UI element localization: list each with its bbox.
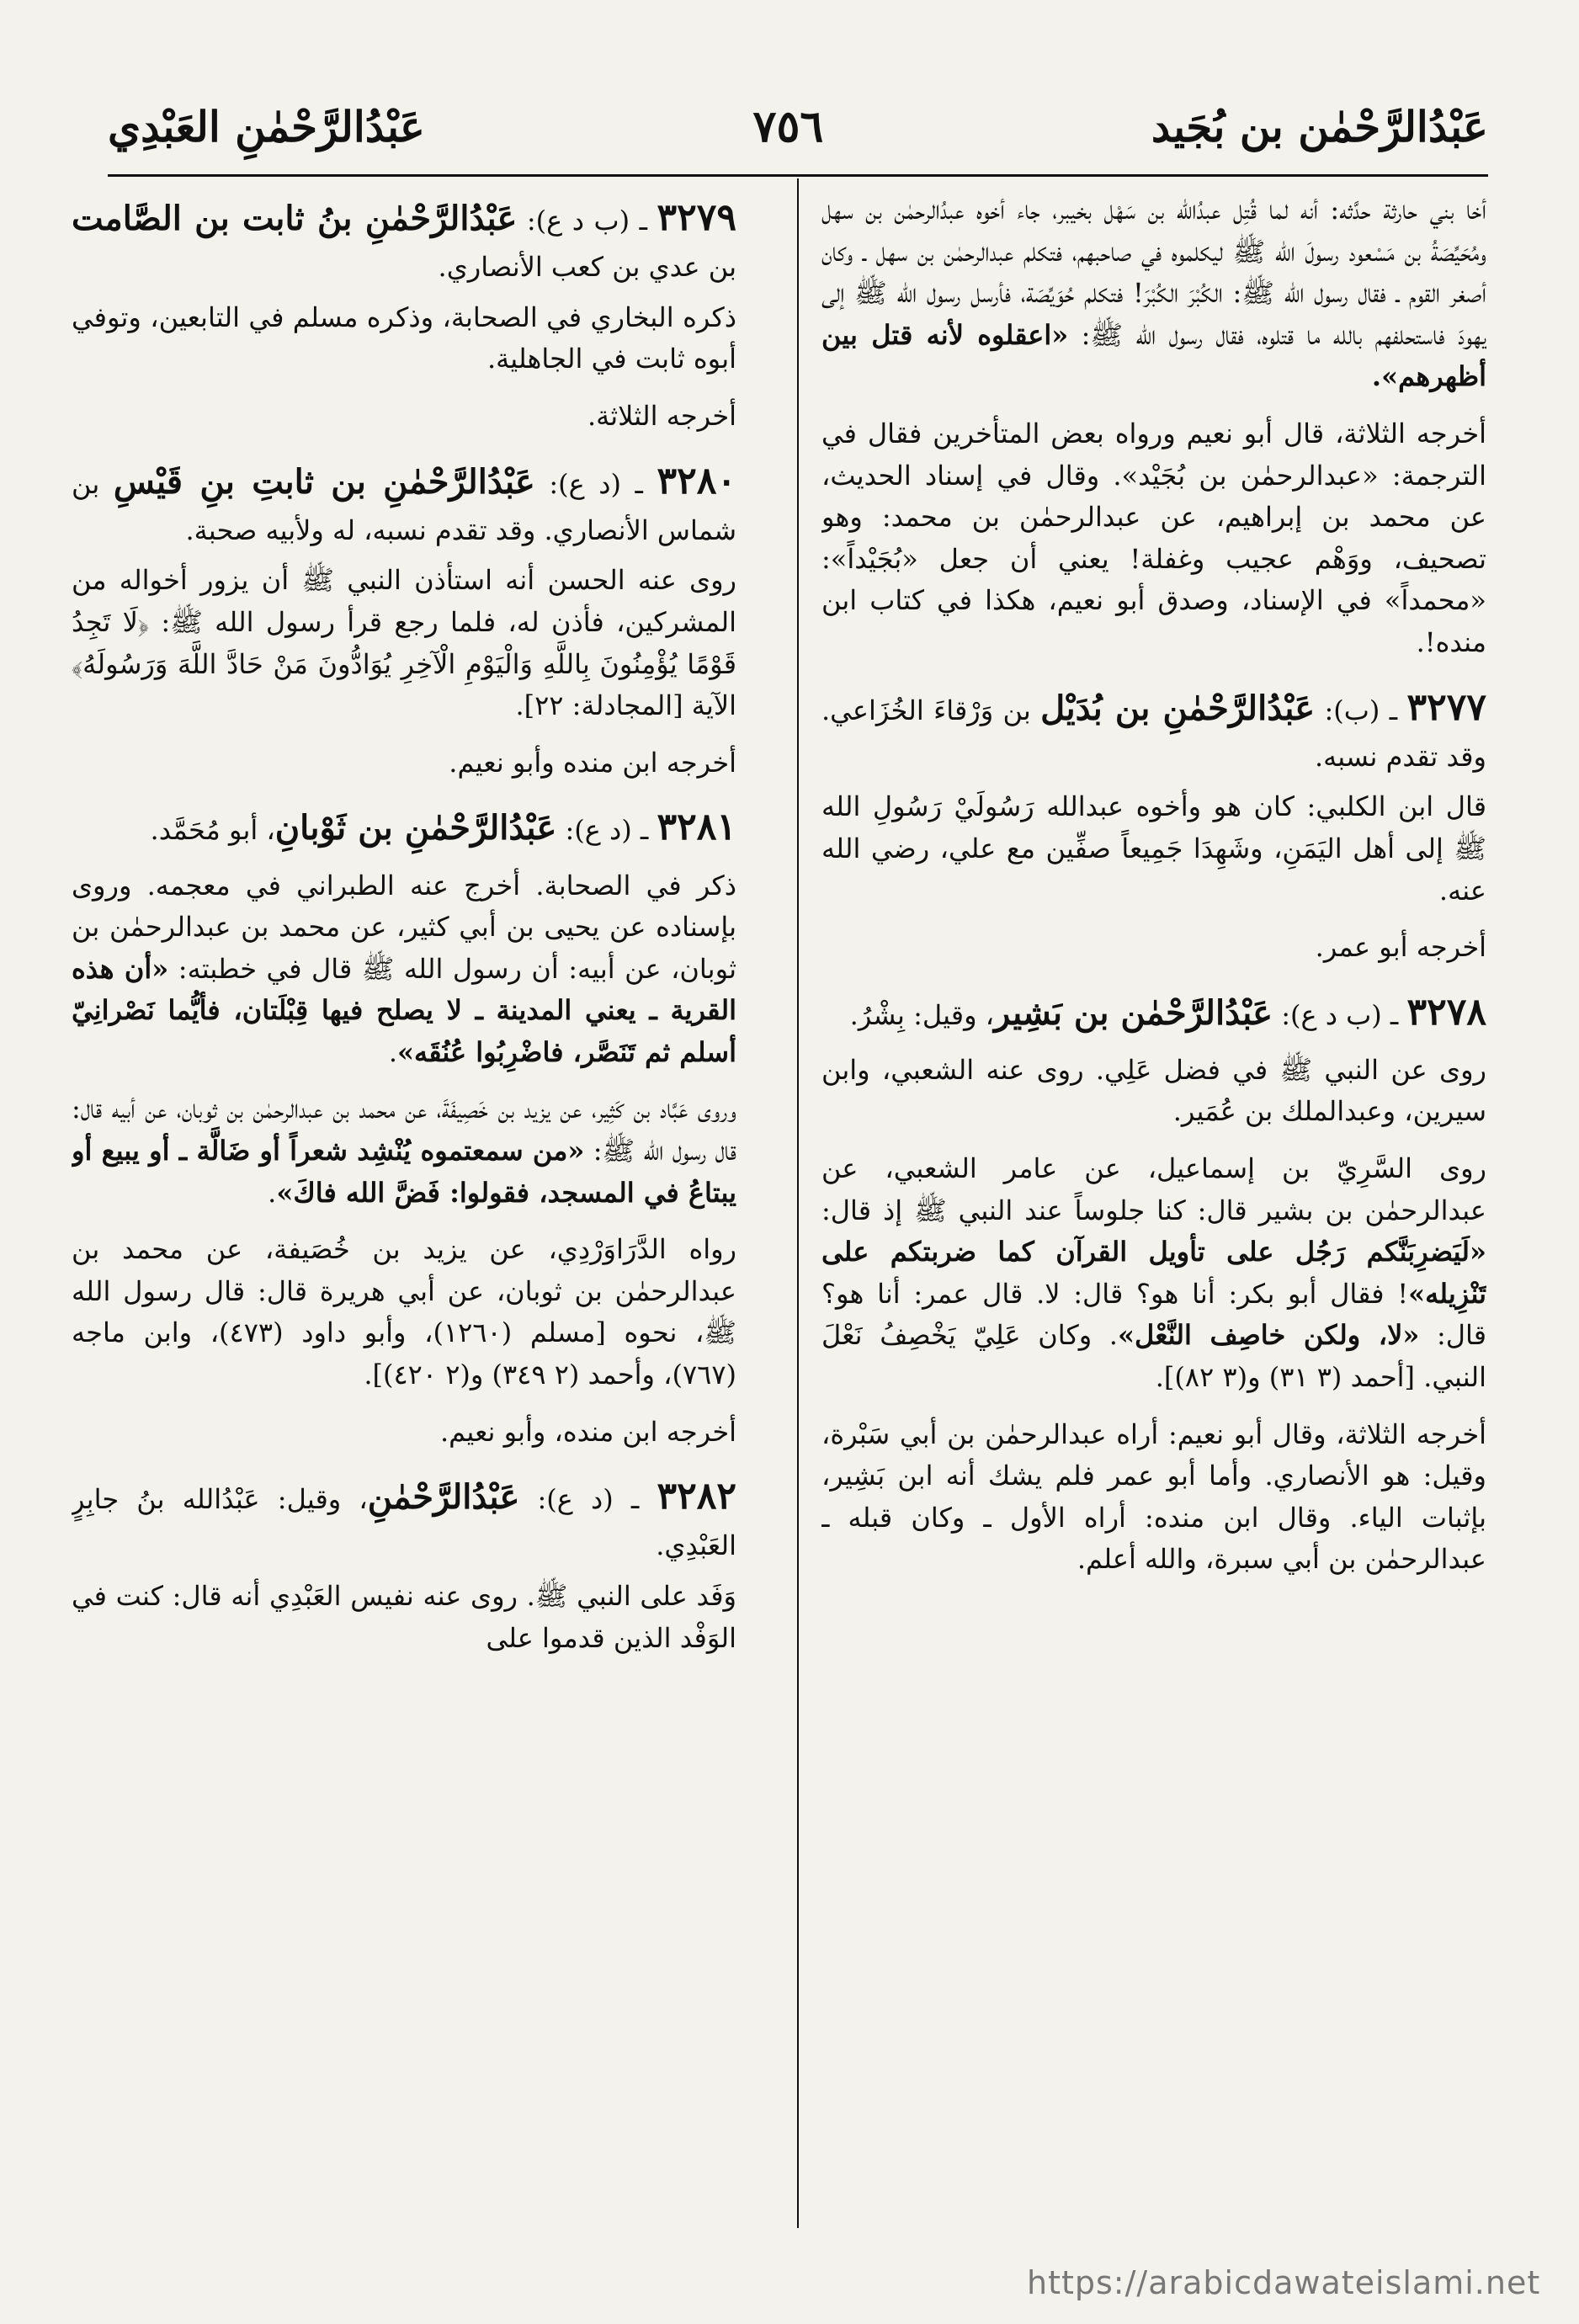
entry-name: عَبْدُالرَّحْمٰنِ بن ثَوْبانِ [274, 808, 557, 848]
entry-source-codes: ـ (ب د ع): [1273, 998, 1407, 1031]
entry-source-codes: ـ (ب): [1315, 694, 1407, 726]
paragraph: قال ابن الكلبي: كان هو وأخوه عبدالله رَسُولَيْ رَسُولِ الله ﷺ إلى أهل اليَمَنِ، وشَهِدَا جَمِيعاً صفِّين مع علي، رضي الله عنه. [821, 790, 1486, 907]
page-header [108, 80, 1488, 173]
paragraph: وَفَد على النبي ﷺ. روى عنه نفيس العَبْدِي أنه قال: كنت في الوَفْد الذين قدموا على [72, 1580, 736, 1654]
entry-name: عَبْدُالرَّحْمٰنِ بن بُدَيْل [1040, 688, 1316, 728]
paragraph-text: الآية [المجادلة: ٢٢]. [515, 689, 736, 722]
paragraph-text: . وكان عَلِيّ يَخْصِفُ نَعْلَ النبي. [أحمد (٣ ٣١) و(٣ ٨٢)]. [821, 1319, 1486, 1394]
entry-lineage: ، أبو مُحَمَّد. [150, 814, 275, 847]
paragraph: أخرجه الثلاثة، قال أبو نعيم ورواه بعض المتأخرين فقال في الترجمة: «عبدالرحمٰن بن بُجَيْد». وقال في إسناد الحديث، عن محمد بن إبراهيم، عن عبدالرحمٰن بن محمد: وهو تصحيف، ووَهْم عجيب وغفلة! يعني أن جعل «بُجَيْداً»: «محمداً» في الإسناد، وصدق أبو نعيم، هكذا في كتاب ابن منده!. [821, 417, 1486, 658]
paragraph-text: . [388, 1035, 398, 1068]
paragraph-text: ذكر في الصحابة. أخرج عنه الطبراني في معجمه. وروى بإسناده عن يحيى بن أبي كثير، عن محمد بن عبدالرحمٰن بن ثوبان، عن أبيه: أن رسول الله ﷺ قال في خطبته: [72, 869, 736, 985]
paragraph [821, 1148, 1486, 1399]
entry-3282 [72, 1468, 736, 1567]
entry-lineage: بن شماس الأنصاري. وقد تقدم نسبه، له ولأبيه صحبة. [72, 467, 736, 546]
paragraph-text: أخا بني حارثة حدَّثه: أنه لما قُتِل عبدُالله بن سَهْل بخيبر، جاء أخوه عبدُالرحمٰن بن سهل ومُحَيِّصَةُ بن مَسْعود رسولَ الله ﷺ ليكلموه في صاحبهم، فتكلم عبدالرحمٰن بن سهل ـ وكان أصغر القوم ـ فقال رسول الله ﷺ: الكُبْرَ الكُبْرَ! فتكلم حُوَيِّصَة، فأرسل رسول الله ﷺ إلى يهودَ فاستحلفهم بالله ما قتلوه، فقال رسول الله ﷺ: [821, 194, 1486, 351]
paragraph-text: روى عنه الحسن أنه استأذن النبي ﷺ أن يزور أخواله من المشركين، فأذن له، فلما رجع قرأ رسول الله ﷺ: [72, 564, 736, 638]
right-column [821, 189, 1486, 2222]
paragraph: أخرجه الثلاثة. [587, 399, 736, 432]
page-number: ٧٥٦ [752, 100, 824, 152]
running-title-right: عَبْدُالرَّحْمٰن بن بُجَيد [1151, 101, 1488, 152]
entry-3277 [821, 679, 1486, 779]
paragraph: أخرجه الثلاثة، وقال أبو نعيم: أراه عبدالرحمٰن بن أبي سَبْرة، وقيل: هو الأنصاري. وأما أبو عمر فلم يشك أنه ابن بَشِير، بإثبات الياء. وقال ابن منده: أراه الأول ـ وكان قبله ـ عبدالرحمٰن بن أبي سبرة، والله أعلم. [821, 1417, 1486, 1576]
left-column [72, 189, 736, 2222]
hadith-quote: «لا، ولكن خاصِف النَّعْل» [1117, 1319, 1420, 1352]
entry-number: ٣٢٨٠ [657, 459, 736, 503]
entry-name: عَبْدُالرَّحْمٰنِ بن ثابتِ بنِ قَيْسِ [113, 461, 535, 502]
entry-number: ٣٢٧٩ [657, 196, 736, 239]
hadith-quote: «اعقلوه لأنه قتل بين أظهرهم». [821, 318, 1486, 393]
paragraph: رواه الدَّرَاوَرْدِي، عن يزيد بن خُصَيفة، عن محمد بن عبدالرحمٰن بن ثوبان، عن أبي هريرة قال: قال رسول الله ﷺ، نحوه [مسلم (١٢٦٠)، وأبو داود (٤٧٣)، وابن ماجه (٧٦٧)، وأحمد (٢ ٣٤٩) و(٢ ٤٢٠)]. [72, 1233, 736, 1391]
entry-number: ٣٢٨٢ [657, 1475, 736, 1518]
paragraph-text: . [268, 1176, 277, 1209]
hadith-quote: «لَيَضرِبَنَّكم رَجُل على تأويل القرآن كما ضربتكم على تَنْزِيله» [821, 1236, 1486, 1310]
paragraph [72, 1088, 736, 1214]
running-title-left: عَبْدُالرَّحْمٰنِ العَبْدِي [108, 101, 425, 152]
paragraph: ذكره البخاري في الصحابة، وذكره مسلم في التابعين، وتوفي أبوه ثابت في الجاهلية. [72, 300, 736, 375]
paragraph: أخرجه أبو عمر. [1315, 931, 1486, 964]
entry-3279 [72, 189, 736, 289]
paragraph: أخرجه ابن منده، وأبو نعيم. [439, 1415, 736, 1448]
watermark-url: https://arabicdawateislami.net [1027, 2264, 1541, 2301]
entry-lineage: ، وقيل: بِشْرُ. [849, 998, 995, 1031]
hadith-quote: «من سمعتموه يُنْشِد شعراً أو ضَالَّة ـ أو يبيع أو يبتاعُ في المسجد، فقولوا: فَضَّ الله فاكَ» [72, 1135, 736, 1209]
paragraph [72, 560, 736, 726]
entry-3281 [72, 799, 736, 856]
column-divider [797, 178, 799, 2228]
paragraph: أخرجه ابن منده وأبو نعيم. [449, 746, 736, 779]
entry-source-codes: ـ (ب د ع): [517, 205, 657, 237]
entry-name: عَبْدُالرَّحْمٰن بن بَشِير [994, 992, 1273, 1033]
header-rule [108, 174, 1488, 177]
entry-lineage: ، وقيل: عَبْدُالله بنُ جابِرٍ العَبْدِي. [72, 1483, 736, 1562]
paragraph [72, 865, 736, 1074]
entry-lineage: بن وَرْقاءَ الخُزَاعي. وقد تقدم نسبه. [821, 694, 1486, 773]
entry-number: ٣٢٧٨ [1406, 990, 1486, 1034]
paragraph-text: ! فقال أبو بكر: أنا هو؟ قال: لا. قال عمر: أنا هو؟ قال: [821, 1277, 1486, 1352]
entry-source-codes: ـ (د ع): [534, 467, 657, 500]
quran-verse: ﴿لَا تَجِدُ قَوْمًا يُؤْمِنُونَ بِاللَّهِ وَالْيَوْمِ الْآخِرِ يُوَادُّونَ مَنْ حَادَّ اللَّهَ وَرَسُولَهُ﴾ [72, 605, 736, 680]
paragraph-text: روى السَّرِيّ بن إسماعيل، عن عامر الشعبي، عن عبدالرحمٰن بن بشير قال: كنا جلوساً عند النبي ﷺ إذ قال: [821, 1152, 1486, 1226]
entry-source-codes: ـ (د ع): [519, 1483, 657, 1516]
entry-name: عَبْدُالرَّحْمٰنِ [367, 1477, 520, 1518]
entry-name: عَبْدُالرَّحْمٰنِ بنُ ثابت بن الصَّامت [72, 199, 518, 238]
entry-3278 [821, 984, 1486, 1041]
paragraph: روى عن النبي ﷺ في فضل عَلِي. روى عنه الشعبي، وابن سيرين، وعبدالملك بن عُمَير. [821, 1053, 1486, 1128]
entry-number: ٣٢٧٧ [1406, 685, 1486, 729]
paragraph [821, 189, 1486, 398]
entry-lineage: بن عدي بن كعب الأنصاري. [438, 251, 736, 284]
paragraph-text: وروى عَبَّاد بن كَثِير، عن يزيد بن خَصِيفَةَ، عن محمد بن عبدالرحمٰن بن ثوبان، عن أبيه قال: قال رسول الله ﷺ: [72, 1093, 736, 1167]
entry-source-codes: ـ (د ع): [556, 814, 657, 847]
hadith-quote: «أن هذه القرية ـ يعني المدينة ـ لا يصلح فيها قِبْلَتان، فأيُّما نَصْرانِيّ أسلم ثم تَنَصَّر، فاضْرِبُوا عُنُقَه» [72, 952, 736, 1068]
entry-number: ٣٢٨١ [657, 806, 736, 849]
entry-3280 [72, 453, 736, 552]
